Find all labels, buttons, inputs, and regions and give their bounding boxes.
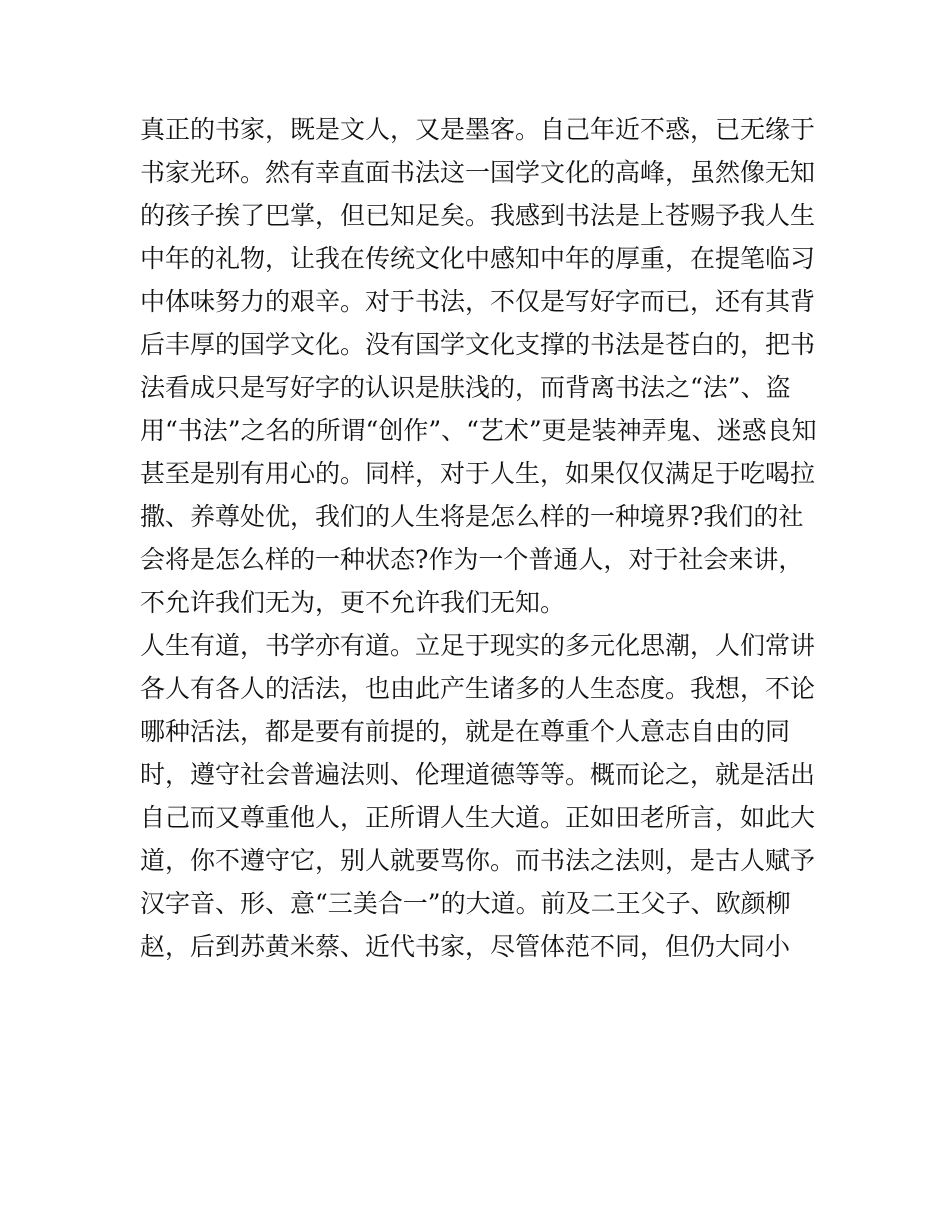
text-line: 中年的礼物，让我在传统文化中感知中年的厚重，在提笔临习 — [140, 244, 816, 273]
text-line: 真正的书家，既是文人，又是墨客。自己年近不惑，已无缘于 — [140, 115, 816, 144]
text-line: 汉字音、形、意“三美合一”的大道。前及二王父子、欧颜柳 — [140, 889, 791, 918]
text-line: 不允许我们无为，更不允许我们无知。 — [140, 588, 566, 617]
text-line: 会将是怎么样的一种状态?作为一个普通人，对于社会来讲， — [140, 545, 804, 574]
text-line: 自己而又尊重他人，正所谓人生大道。正如田老所言，如此大 — [140, 803, 816, 832]
text-line: 中体味努力的艰辛。对于书法，不仅是写好字而已，还有其背 — [140, 287, 816, 316]
text-line: 人生有道，书学亦有道。立足于现实的多元化思潮，人们常讲 — [140, 631, 816, 660]
text-line: 用“书法”之名的所谓“创作”、“艺术”更是装神弄鬼、迷惑良知 — [140, 416, 817, 445]
text-line: 书家光环。然有幸直面书法这一国学文化的高峰，虽然像无知 — [140, 158, 816, 187]
text-line: 道，你不遵守它，别人就要骂你。而书法之法则，是古人赋予 — [140, 846, 816, 875]
text-line: 时，遵守社会普遍法则、伦理道德等等。概而论之，就是活出 — [140, 760, 816, 789]
text-line: 的孩子挨了巴掌，但已知足矣。我感到书法是上苍赐予我人生 — [140, 201, 816, 230]
text-line: 撒、养尊处优，我们的人生将是怎么样的一种境界?我们的社 — [140, 502, 804, 531]
text-line: 各人有各人的活法，也由此产生诸多的人生态度。我想，不论 — [140, 674, 816, 703]
text-line: 后丰厚的国学文化。没有国学文化支撑的书法是苍白的，把书 — [140, 330, 816, 359]
body-text — [140, 108, 840, 968]
text-line: 赵，后到苏黄米蔡、近代书家，尽管体范不同，但仍大同小 — [140, 932, 791, 961]
text-line: 哪种活法，都是要有前提的，就是在尊重个人意志自由的同 — [140, 717, 791, 746]
text-line: 法看成只是写好字的认识是肤浅的，而背离书法之“法”、盗 — [140, 373, 791, 402]
text-line: 甚至是别有用心的。同样，对于人生，如果仅仅满足于吃喝拉 — [140, 459, 816, 488]
